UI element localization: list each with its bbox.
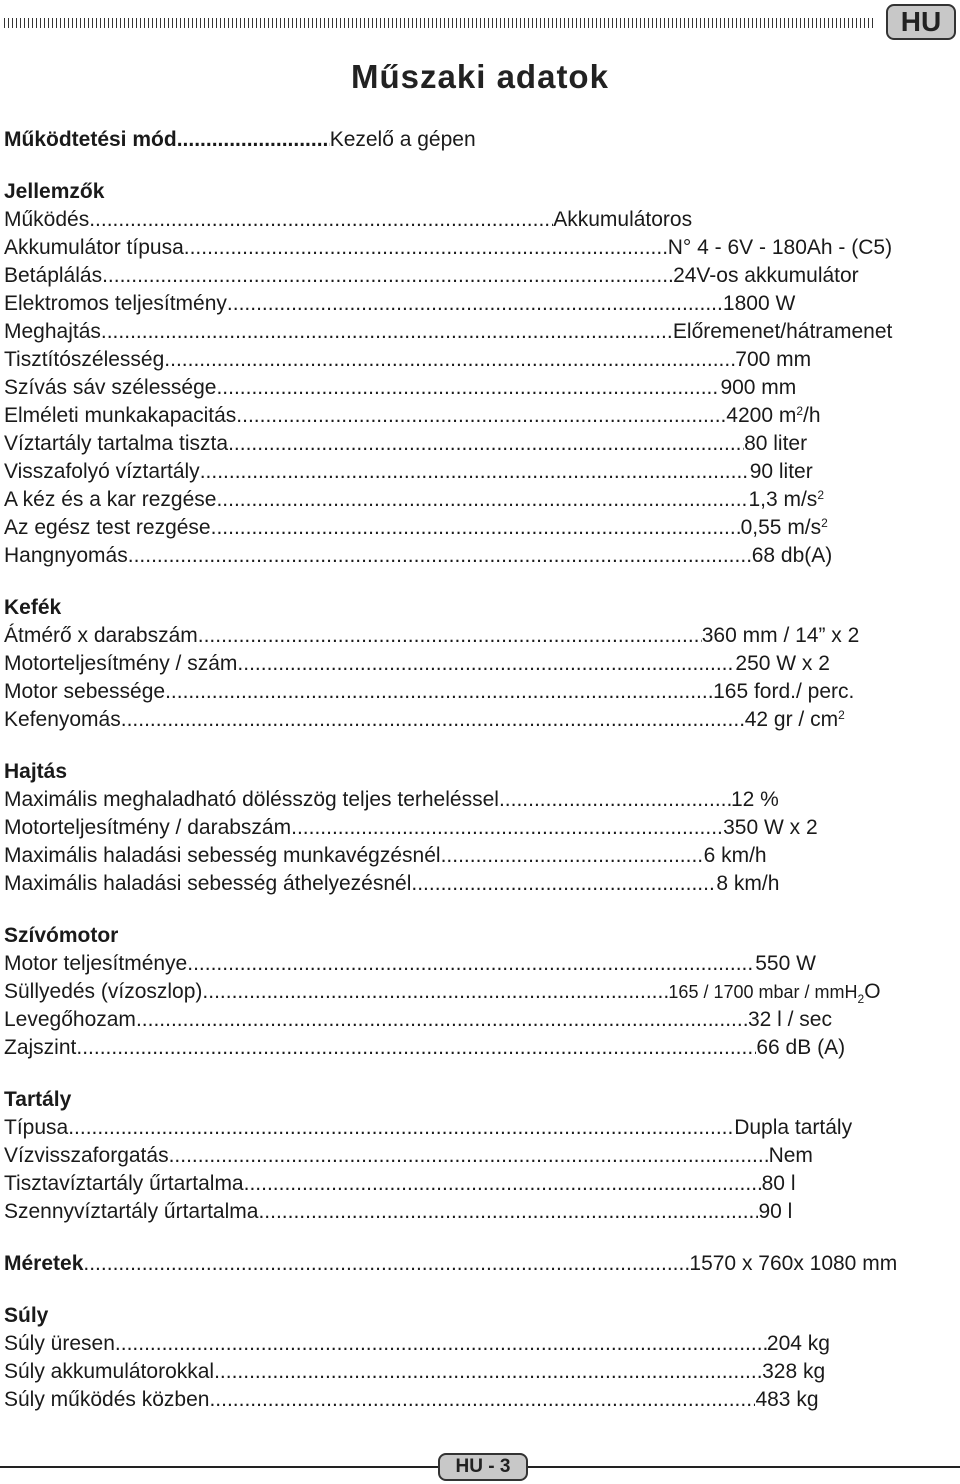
spec-value: 550 W	[755, 952, 816, 975]
dot-leader	[121, 706, 745, 734]
spec-value: Akkumulátoros	[553, 208, 693, 231]
dot-leader	[101, 318, 673, 346]
spec-label: Vízvisszaforgatás	[4, 1144, 169, 1167]
spec-value: 24V-os akkumulátor	[673, 264, 859, 287]
spec-row	[4, 346, 954, 374]
dot-leader	[211, 514, 741, 542]
spec-row	[4, 622, 954, 650]
spec-row	[4, 514, 954, 542]
dot-leader	[209, 1386, 755, 1414]
dot-leader	[236, 402, 726, 430]
spec-row	[4, 1386, 954, 1414]
spec-label: Átmérő x darabszám	[4, 624, 198, 647]
spec-value: 42 gr / $cm^2$	[744, 708, 845, 731]
spec-value: 12 %	[730, 788, 779, 811]
spec-value: Kezelő a gépen	[329, 128, 476, 151]
spec-value: 90 l	[758, 1200, 793, 1223]
spec-value: 328 kg	[762, 1360, 826, 1383]
spec-label: Súly üresen	[4, 1332, 115, 1355]
spec-label: Maximális haladási sebesség munkavégzésnél	[4, 844, 441, 867]
dot-leader	[169, 1142, 769, 1170]
language-badge: HU	[886, 4, 956, 40]
spec-label: Elektromos teljesítmény	[4, 292, 227, 315]
dot-leader	[216, 374, 720, 402]
spec-label: Levegőhozam	[4, 1008, 136, 1031]
dot-leader	[164, 346, 735, 374]
spec-row	[4, 262, 954, 290]
page-title: Műszaki adatok	[351, 58, 609, 95]
spec-label: Maximális meghaladható dölésszög teljes terheléssel	[4, 788, 499, 811]
spec-row	[4, 290, 954, 318]
spec-value: 32 l / sec	[747, 1008, 832, 1031]
dot-leader	[411, 870, 716, 898]
spec-label: Motorteljesítmény / darabszám	[4, 816, 292, 839]
spec-label: A kéz és a kar rezgése	[4, 488, 217, 511]
spec-value: 165 / 1700 mbar / mmH$_2$O	[668, 980, 881, 1006]
spec-label: Működtetési mód	[4, 128, 177, 151]
dot-leader	[115, 1330, 767, 1358]
spec-label: Szívás sáv szélessége	[4, 376, 217, 399]
spec-row	[4, 706, 954, 734]
dot-leader	[214, 1358, 762, 1386]
spec-row	[4, 1358, 954, 1386]
section-heading-hajtas: Hajtás	[4, 760, 68, 783]
dot-leader	[102, 262, 673, 290]
dot-leader	[291, 814, 723, 842]
spec-row	[4, 430, 954, 458]
dot-leader	[89, 206, 553, 234]
dot-leader	[202, 978, 668, 1006]
section-heading-szivomotor: Szívómotor	[4, 924, 119, 947]
dot-leader	[499, 786, 731, 814]
spec-value: 350 W x 2	[723, 816, 818, 839]
spec-row	[4, 206, 954, 234]
spec-row	[4, 650, 954, 678]
spec-label: Visszafolyó víztartály	[4, 460, 200, 483]
dot-leader	[177, 126, 330, 154]
section-heading-tartaly: Tartály	[4, 1088, 72, 1111]
spec-value: 1800 W	[722, 292, 796, 315]
spec-value: 8 km/h	[716, 872, 780, 895]
spec-label: Hangnyomás	[4, 544, 128, 567]
spec-row	[4, 402, 954, 430]
spec-row	[4, 950, 954, 978]
dot-leader	[184, 234, 668, 262]
spec-value: 6 km/h	[703, 844, 767, 867]
dot-leader	[136, 1006, 748, 1034]
spec-label: Típusa	[4, 1116, 69, 1139]
spec-value: 80 l	[761, 1172, 796, 1195]
spec-label: Az egész test rezgése	[4, 516, 211, 539]
spec-row-mode	[4, 126, 954, 154]
spec-row-meretek	[4, 1250, 954, 1278]
spec-label: Betáplálás	[4, 264, 103, 287]
spec-row	[4, 1006, 954, 1034]
spec-content	[4, 126, 954, 1414]
dot-leader	[441, 842, 704, 870]
spec-value: 0,55 $m/s^2$	[740, 516, 828, 539]
spec-label: Szennyvíztartály űrtartalma	[4, 1200, 259, 1223]
spec-row	[4, 1170, 954, 1198]
spec-value: 483 kg	[755, 1388, 819, 1411]
spec-label: Motor teljesítménye	[4, 952, 188, 975]
spec-value: Előremenet/hátramenet	[672, 320, 893, 343]
dot-leader	[128, 542, 752, 570]
dot-leader	[227, 290, 723, 318]
spec-row	[4, 678, 954, 706]
dot-leader	[258, 1198, 758, 1226]
spec-value: 900 mm	[720, 376, 797, 399]
spec-value: 68 db(A)	[751, 544, 833, 567]
spec-row	[4, 1142, 954, 1170]
spec-row	[4, 374, 954, 402]
spec-label: Működés	[4, 208, 90, 231]
spec-row	[4, 458, 954, 486]
spec-value: 204 kg	[766, 1332, 830, 1355]
spec-row	[4, 1198, 954, 1226]
spec-row	[4, 842, 954, 870]
spec-value: 700 mm	[735, 348, 812, 371]
dot-leader	[244, 1170, 762, 1198]
spec-value: 165 ford./ perc.	[713, 680, 855, 703]
spec-value: 1570 x 760x 1080 mm	[689, 1252, 898, 1275]
spec-label: Víztartály tartalma tiszta	[4, 432, 229, 455]
spec-label: Motor sebessége	[4, 680, 166, 703]
dot-leader	[165, 678, 713, 706]
section-heading-suly: Súly	[4, 1304, 49, 1327]
dot-leader	[198, 622, 702, 650]
spec-row	[4, 234, 954, 262]
spec-row	[4, 1114, 954, 1142]
spec-label: Akkumulátor típusa	[4, 236, 184, 259]
spec-label: Zajszint	[4, 1036, 77, 1059]
spec-value: 250 W x 2	[735, 652, 830, 675]
spec-row	[4, 542, 954, 570]
spec-label: Tisztavíztartály űrtartalma	[4, 1172, 244, 1195]
section-heading-kefek: Kefék	[4, 596, 62, 619]
dot-leader	[228, 430, 744, 458]
spec-row	[4, 1330, 954, 1358]
spec-label: Kefenyomás	[4, 708, 121, 731]
spec-label: Súly akkumulátorokkal	[4, 1360, 215, 1383]
spec-row	[4, 318, 954, 346]
spec-row	[4, 786, 954, 814]
spec-label: Motorteljesítmény / szám	[4, 652, 238, 675]
spec-value: 80 liter	[744, 432, 808, 455]
dot-leader	[216, 486, 748, 514]
dot-leader	[68, 1114, 734, 1142]
page-number-badge: HU - 3	[438, 1453, 528, 1481]
dot-leader	[187, 950, 755, 978]
spec-label: Súly működés közben	[4, 1388, 210, 1411]
spec-label: Maximális haladási sebesség áthelyezésnél	[4, 872, 412, 895]
spec-row	[4, 978, 954, 1006]
spec-label: Tisztítószélesség	[4, 348, 165, 371]
spec-row	[4, 486, 954, 514]
dot-leader	[237, 650, 735, 678]
spec-value: 66 dB (A)	[756, 1036, 846, 1059]
spec-value: 90 liter	[749, 460, 813, 483]
spec-value: N° 4 - 6V - 180Ah - (C5)	[667, 236, 893, 259]
spec-label: Meghajtás	[4, 320, 101, 343]
spec-label: Elméleti munkakapacitás	[4, 404, 237, 427]
spec-label: Süllyedés (vízoszlop)	[4, 980, 203, 1003]
dot-leader	[200, 458, 750, 486]
spec-row	[4, 870, 954, 898]
spec-row	[4, 814, 954, 842]
spec-value: 360 mm / 14” x 2	[701, 624, 860, 647]
spec-value: Dupla tartály	[734, 1116, 853, 1139]
spec-row	[4, 1034, 954, 1062]
spec-label: Méretek	[4, 1252, 84, 1275]
dot-leader	[76, 1034, 756, 1062]
spec-value: Nem	[768, 1144, 813, 1167]
spec-value: 1,3 $m/s^2$	[748, 488, 824, 511]
spec-value: 4200 $m^2/h$	[726, 404, 821, 427]
dot-leader	[83, 1250, 689, 1278]
header-hatch-bar	[4, 18, 876, 28]
section-heading-jellemzok: Jellemzők	[4, 180, 105, 203]
